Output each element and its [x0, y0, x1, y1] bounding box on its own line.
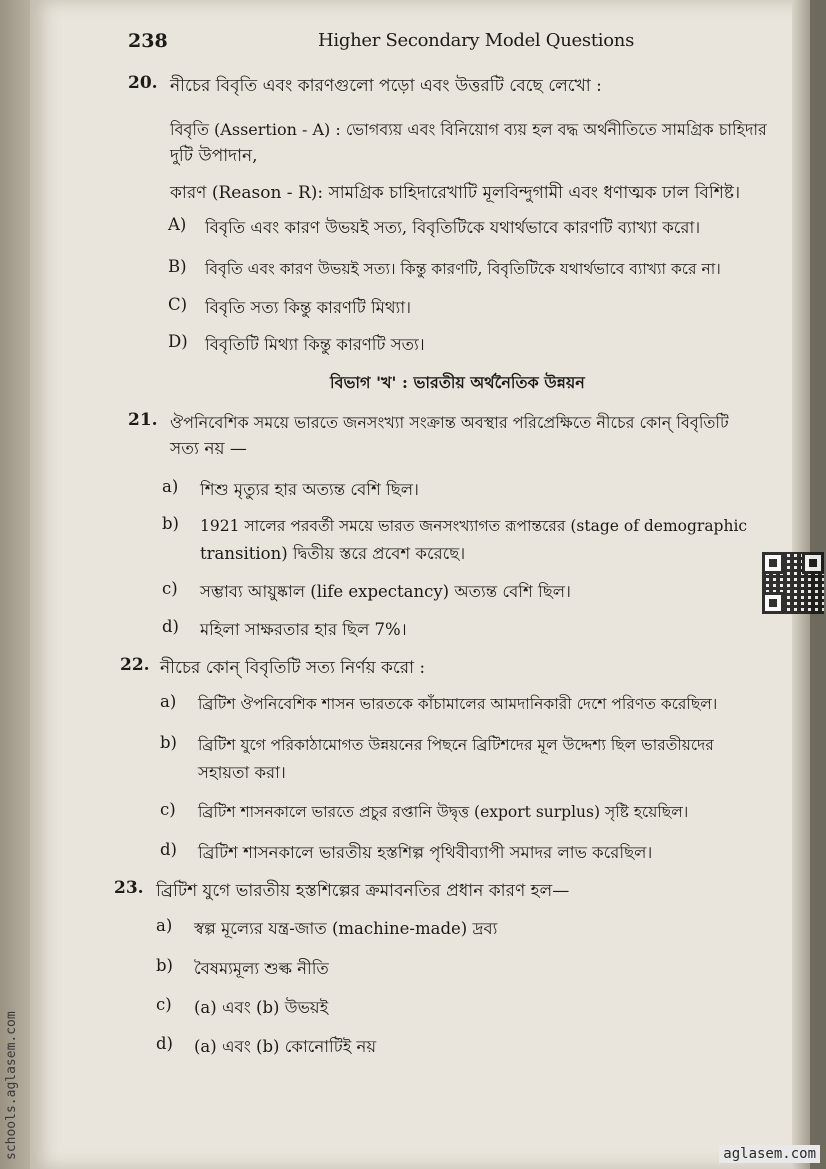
question-21-text-cont: সত্য নয় — [170, 439, 247, 459]
question-23-number: 23. [114, 878, 144, 898]
q22-option-text: ব্রিটিশ যুগে পরিকাঠামোগত উন্নয়নের পিছনে ব্রিটিশদের মূল উদ্দেশ্য ছিল ভারতীয়দের [198, 736, 714, 754]
q23-option-label: d) [156, 1034, 173, 1053]
q22-option-text: ব্রিটিশ শাসনকালে ভারতীয় হস্তশিল্প পৃথিবীব্যাপী সমাদর লাভ করেছিল। [198, 843, 653, 862]
side-watermark: schools.aglasem.com [4, 1011, 19, 1160]
q21-option-text: 1921 সালের পরবর্তী সময়ে ভারত জনসংখ্যাগত রূপান্তরের (stage of demographic [200, 517, 748, 535]
question-21-number: 21. [128, 410, 158, 430]
q20-option-label: D) [168, 332, 188, 351]
q21-option-label: b) [162, 514, 179, 533]
q22-option-label: b) [160, 733, 177, 752]
q21-option-label: c) [162, 579, 178, 598]
q23-option-label: a) [156, 916, 173, 935]
q20-option-text: বিবৃতি এবং কারণ উভয়ই সত্য, বিবৃতিটিকে যথার্থভাবে কারণটি ব্যাখ্যা করো। [205, 218, 701, 237]
corner-watermark: aglasem.com [719, 1145, 820, 1163]
q22-option-label: d) [160, 840, 177, 859]
q21-option-text: শিশু মৃত্যুর হার অত্যন্ত বেশি ছিল। [200, 480, 419, 499]
q22-option-text-cont: সহায়তা করা। [198, 763, 286, 782]
q23-option-text: (a) এবং (b) উভয়ই [194, 998, 329, 1017]
q21-option-label: d) [162, 617, 179, 636]
question-21-text: ঔপনিবেশিক সময়ে ভারতে জনসংখ্যা সংক্রান্ত অবস্থার পরিপ্রেক্ষিতে নীচের কোন্ বিবৃতিটি [170, 413, 729, 432]
q23-option-text: স্বল্প মূল্যের যন্ত্র-জাত (machine-made) দ্রব্য [194, 919, 498, 938]
q21-option-text: মহিলা সাক্ষরতার হার ছিল 7%। [200, 620, 407, 639]
q20-option-label: B) [168, 257, 187, 276]
q20-option-label: A) [168, 215, 187, 234]
question-20-assertion: বিবৃতি (Assertion - A) : ভোগব্যয় এবং বিনিয়োগ ব্যয় হল বদ্ধ অর্থনীতিতে সামগ্রিক চাহিদার [170, 120, 767, 139]
section-title: বিভাগ 'খ' : ভারতীয় অর্থনৈতিক উন্নয়ন [330, 373, 585, 392]
question-22-number: 22. [120, 655, 150, 675]
q23-option-label: b) [156, 956, 173, 975]
q22-option-label: c) [160, 800, 176, 819]
q22-option-label: a) [160, 692, 177, 711]
q23-option-text: (a) এবং (b) কোনোটিই নয় [194, 1037, 377, 1056]
q20-option-text: বিবৃতিটি মিথ্যা কিন্তু কারণটি সত্য। [205, 335, 425, 354]
q23-option-label: c) [156, 995, 172, 1014]
q20-option-text: বিবৃতি সত্য কিন্তু কারণটি মিথ্যা। [205, 298, 411, 317]
running-title: Higher Secondary Model Questions [318, 30, 635, 51]
page-number: 238 [128, 30, 168, 52]
q21-option-text-cont: transition) দ্বিতীয় স্তরে প্রবেশ করেছে। [200, 544, 466, 563]
q22-option-text: ব্রিটিশ শাসনকালে ভারতে প্রচুর রপ্তানি উদ্বৃত্ত (export surplus) সৃষ্টি হয়েছিল। [198, 803, 689, 821]
question-23-text: ব্রিটিশ যুগে ভারতীয় হস্তশিল্পের ক্রমাবনতির প্রধান কারণ হল— [156, 881, 570, 901]
q20-option-label: C) [168, 295, 188, 314]
question-20-instruction: নীচের বিবৃতি এবং কারণগুলো পড়ো এবং উত্তরটি বেছে লেখো : [170, 76, 602, 96]
question-22-text: নীচের কোন্ বিবৃতিটি সত্য নির্ণয় করো : [160, 658, 426, 678]
q20-option-text: বিবৃতি এবং কারণ উভয়ই সত্য। কিন্তু কারণটি, বিবৃতিটিকে যথার্থভাবে ব্যাখ্যা করে না। [205, 260, 721, 278]
q21-option-label: a) [162, 477, 179, 496]
q21-option-text: সম্ভাব্য আয়ুষ্কাল (life expectancy) অত্যন্ত বেশি ছিল। [200, 582, 571, 601]
question-20-number: 20. [128, 73, 158, 93]
question-20-reason: কারণ (Reason - R): সামগ্রিক চাহিদারেখাটি মূলবিন্দুগামী এবং ধণাত্মক ঢাল বিশিষ্ট। [170, 183, 741, 203]
q23-option-text: বৈষম্যমূল্য শুল্ক নীতি [194, 959, 329, 978]
q22-option-text: ব্রিটিশ ঔপনিবেশিক শাসন ভারতকে কাঁচামালের আমদানিকারী দেশে পরিণত করেছিল। [198, 695, 718, 713]
question-20-assertion-cont: দুটি উপাদান, [170, 146, 258, 166]
qr-code [762, 552, 824, 614]
